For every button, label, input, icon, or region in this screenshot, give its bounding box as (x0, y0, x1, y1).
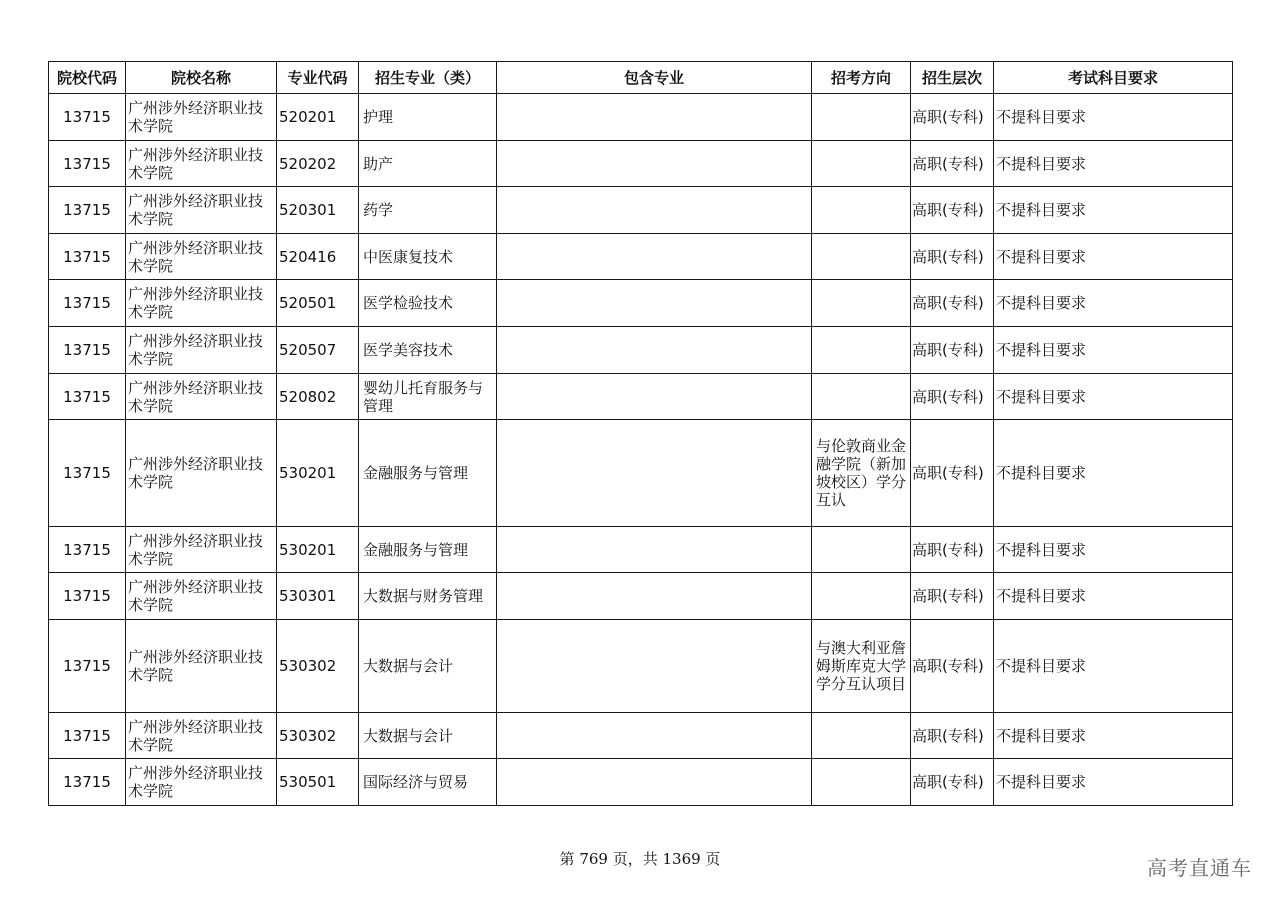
header-school-name: 院校名称 (126, 62, 277, 94)
cell-level: 高职(专科) (911, 759, 994, 806)
cell-direction (812, 374, 911, 420)
cell-school-name: 广州涉外经济职业技术学院 (126, 620, 277, 713)
cell-major: 国际经济与贸易 (359, 759, 497, 806)
header-row (49, 62, 1233, 94)
cell-school-name: 广州涉外经济职业技术学院 (126, 141, 277, 187)
cell-direction (812, 713, 911, 759)
cell-direction (812, 234, 911, 280)
table-row (49, 527, 1233, 573)
table-row (49, 573, 1233, 620)
cell-school-name: 广州涉外经济职业技术学院 (126, 374, 277, 420)
cell-school-name: 广州涉外经济职业技术学院 (126, 759, 277, 806)
header-level: 招生层次 (911, 62, 994, 94)
cell-level: 高职(专科) (911, 573, 994, 620)
table-row (49, 187, 1233, 234)
cell-direction (812, 141, 911, 187)
table-row (49, 713, 1233, 759)
cell-school-name: 广州涉外经济职业技术学院 (126, 713, 277, 759)
cell-requirement: 不提科目要求 (994, 620, 1233, 713)
table-row (49, 234, 1233, 280)
watermark-text: 高考直通车 (1147, 856, 1252, 880)
header-school-code: 院校代码 (49, 62, 126, 94)
cell-major-code: 530501 (277, 759, 359, 806)
cell-major-code: 530302 (277, 620, 359, 713)
cell-requirement: 不提科目要求 (994, 527, 1233, 573)
cell-includes (497, 327, 812, 374)
cell-level: 高职(专科) (911, 374, 994, 420)
cell-school-code: 13715 (49, 94, 126, 141)
cell-requirement: 不提科目要求 (994, 94, 1233, 141)
cell-direction (812, 280, 911, 327)
table-row (49, 374, 1233, 420)
cell-includes (497, 759, 812, 806)
cell-major-code: 530302 (277, 713, 359, 759)
header-major-code: 专业代码 (277, 62, 359, 94)
table-row (49, 759, 1233, 806)
cell-includes (497, 527, 812, 573)
cell-includes (497, 94, 812, 141)
cell-major: 中医康复技术 (359, 234, 497, 280)
cell-school-name: 广州涉外经济职业技术学院 (126, 327, 277, 374)
header-includes: 包含专业 (497, 62, 812, 94)
cell-includes (497, 713, 812, 759)
header-direction: 招考方向 (812, 62, 911, 94)
cell-requirement: 不提科目要求 (994, 374, 1233, 420)
cell-direction: 与澳大利亚詹姆斯库克大学学分互认项目 (812, 620, 911, 713)
cell-major-code: 520202 (277, 141, 359, 187)
cell-level: 高职(专科) (911, 141, 994, 187)
cell-includes (497, 620, 812, 713)
cell-includes (497, 420, 812, 527)
cell-requirement: 不提科目要求 (994, 420, 1233, 527)
cell-school-name: 广州涉外经济职业技术学院 (126, 94, 277, 141)
cell-major: 医学检验技术 (359, 280, 497, 327)
cell-requirement: 不提科目要求 (994, 141, 1233, 187)
cell-level: 高职(专科) (911, 713, 994, 759)
cell-major: 大数据与会计 (359, 620, 497, 713)
cell-requirement: 不提科目要求 (994, 187, 1233, 234)
cell-includes (497, 141, 812, 187)
cell-school-code: 13715 (49, 420, 126, 527)
cell-major: 助产 (359, 141, 497, 187)
admissions-table (48, 61, 1233, 806)
cell-level: 高职(专科) (911, 420, 994, 527)
cell-major-code: 520802 (277, 374, 359, 420)
table-row (49, 280, 1233, 327)
table-row (49, 420, 1233, 527)
cell-direction (812, 527, 911, 573)
cell-school-name: 广州涉外经济职业技术学院 (126, 280, 277, 327)
cell-requirement: 不提科目要求 (994, 713, 1233, 759)
cell-school-code: 13715 (49, 280, 126, 327)
cell-direction (812, 94, 911, 141)
cell-school-name: 广州涉外经济职业技术学院 (126, 187, 277, 234)
cell-direction (812, 327, 911, 374)
cell-major: 护理 (359, 94, 497, 141)
cell-school-name: 广州涉外经济职业技术学院 (126, 420, 277, 527)
cell-major: 医学美容技术 (359, 327, 497, 374)
cell-school-code: 13715 (49, 234, 126, 280)
cell-level: 高职(专科) (911, 187, 994, 234)
cell-school-code: 13715 (49, 759, 126, 806)
cell-major-code: 530201 (277, 527, 359, 573)
cell-major: 金融服务与管理 (359, 420, 497, 527)
cell-school-code: 13715 (49, 374, 126, 420)
cell-includes (497, 573, 812, 620)
cell-direction (812, 187, 911, 234)
cell-requirement: 不提科目要求 (994, 280, 1233, 327)
table-row (49, 141, 1233, 187)
cell-direction: 与伦敦商业金融学院（新加坡校区）学分互认 (812, 420, 911, 527)
cell-school-code: 13715 (49, 527, 126, 573)
cell-level: 高职(专科) (911, 327, 994, 374)
cell-level: 高职(专科) (911, 527, 994, 573)
cell-level: 高职(专科) (911, 620, 994, 713)
cell-direction (812, 759, 911, 806)
cell-major: 大数据与会计 (359, 713, 497, 759)
cell-major-code: 520501 (277, 280, 359, 327)
table-row (49, 620, 1233, 713)
cell-direction (812, 573, 911, 620)
cell-level: 高职(专科) (911, 94, 994, 141)
cell-major-code: 530201 (277, 420, 359, 527)
cell-major-code: 520301 (277, 187, 359, 234)
cell-requirement: 不提科目要求 (994, 573, 1233, 620)
cell-school-code: 13715 (49, 713, 126, 759)
cell-major: 金融服务与管理 (359, 527, 497, 573)
cell-school-code: 13715 (49, 573, 126, 620)
cell-requirement: 不提科目要求 (994, 234, 1233, 280)
table-row (49, 327, 1233, 374)
cell-school-code: 13715 (49, 327, 126, 374)
cell-school-code: 13715 (49, 620, 126, 713)
cell-includes (497, 280, 812, 327)
table-body (49, 94, 1233, 806)
cell-major: 大数据与财务管理 (359, 573, 497, 620)
cell-major: 药学 (359, 187, 497, 234)
table-row (49, 94, 1233, 141)
cell-requirement: 不提科目要求 (994, 759, 1233, 806)
cell-school-code: 13715 (49, 187, 126, 234)
cell-school-name: 广州涉外经济职业技术学院 (126, 234, 277, 280)
cell-school-code: 13715 (49, 141, 126, 187)
cell-school-name: 广州涉外经济职业技术学院 (126, 573, 277, 620)
cell-requirement: 不提科目要求 (994, 327, 1233, 374)
cell-major-code: 520416 (277, 234, 359, 280)
cell-includes (497, 374, 812, 420)
cell-school-name: 广州涉外经济职业技术学院 (126, 527, 277, 573)
cell-level: 高职(专科) (911, 234, 994, 280)
cell-includes (497, 234, 812, 280)
cell-major-code: 530301 (277, 573, 359, 620)
cell-major: 婴幼儿托育服务与管理 (359, 374, 497, 420)
cell-level: 高职(专科) (911, 280, 994, 327)
header-requirement: 考试科目要求 (994, 62, 1233, 94)
page-number-footer: 第 769 页，共 1369 页 (559, 850, 721, 868)
cell-major-code: 520201 (277, 94, 359, 141)
cell-includes (497, 187, 812, 234)
cell-major-code: 520507 (277, 327, 359, 374)
header-major: 招生专业（类） (359, 62, 497, 94)
